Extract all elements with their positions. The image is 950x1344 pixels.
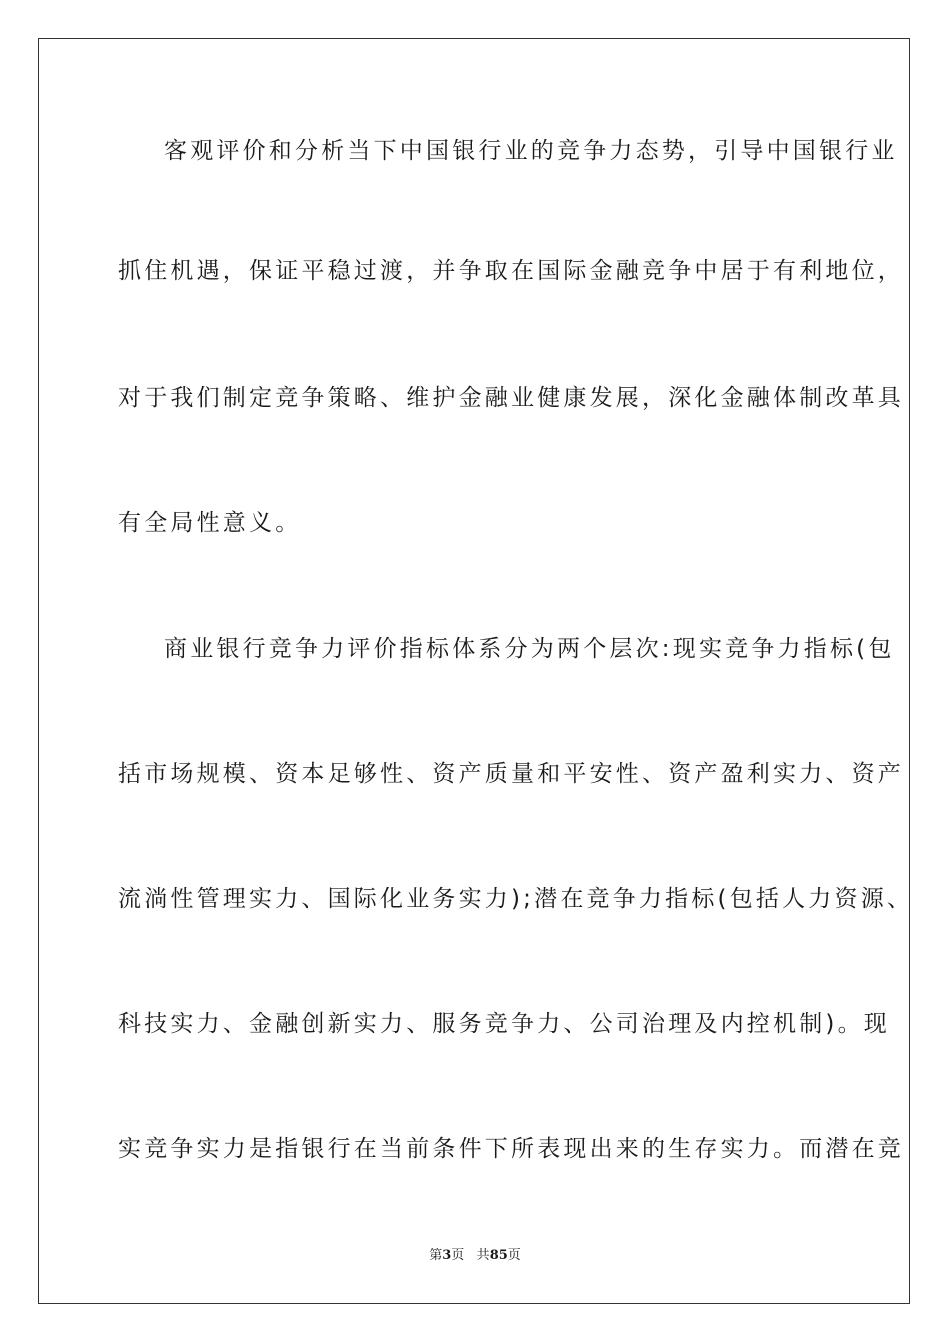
paragraph-2-line-3: 流淌性管理实力、国际化业务实力);潜在竞争力指标(包括人力资源、 xyxy=(118,886,914,912)
paragraph-2-line-4: 科技实力、金融创新实力、服务竞争力、公司治理及内控机制)。现 xyxy=(118,1011,890,1037)
paragraph-1-line-2: 抓住机遇，保证平稳过渡，并争取在国际金融竞争中居于有利地位， xyxy=(118,258,904,284)
page-suffix: 页 xyxy=(451,1248,465,1263)
page-footer xyxy=(0,1248,950,1264)
paragraph-1-line-3: 对于我们制定竞争策略、维护金融业健康发展，深化金融体制改革具 xyxy=(118,385,904,411)
total-suffix: 页 xyxy=(507,1248,521,1263)
page-frame xyxy=(38,38,914,1304)
page-prefix: 第 xyxy=(429,1248,443,1263)
page-number: 3 xyxy=(442,1248,452,1263)
total-pages: 85 xyxy=(489,1248,508,1263)
paragraph-1-line-4: 有全局性意义。 xyxy=(118,510,302,536)
paragraph-2-line-5: 实竞争实力是指银行在当前条件下所表现出来的生存实力。而潜在竞 xyxy=(118,1136,904,1162)
paragraph-2-line-1: 商业银行竞争力评价指标体系分为两个层次:现实竞争力指标(包 xyxy=(164,636,895,662)
paragraph-2-line-2: 括市场规模、资本足够性、资产质量和平安性、资产盈利实力、资产 xyxy=(118,761,904,787)
paragraph-1-line-1: 客观评价和分析当下中国银行业的竞争力态势，引导中国银行业 xyxy=(164,138,898,164)
total-prefix: 共 xyxy=(476,1248,490,1263)
